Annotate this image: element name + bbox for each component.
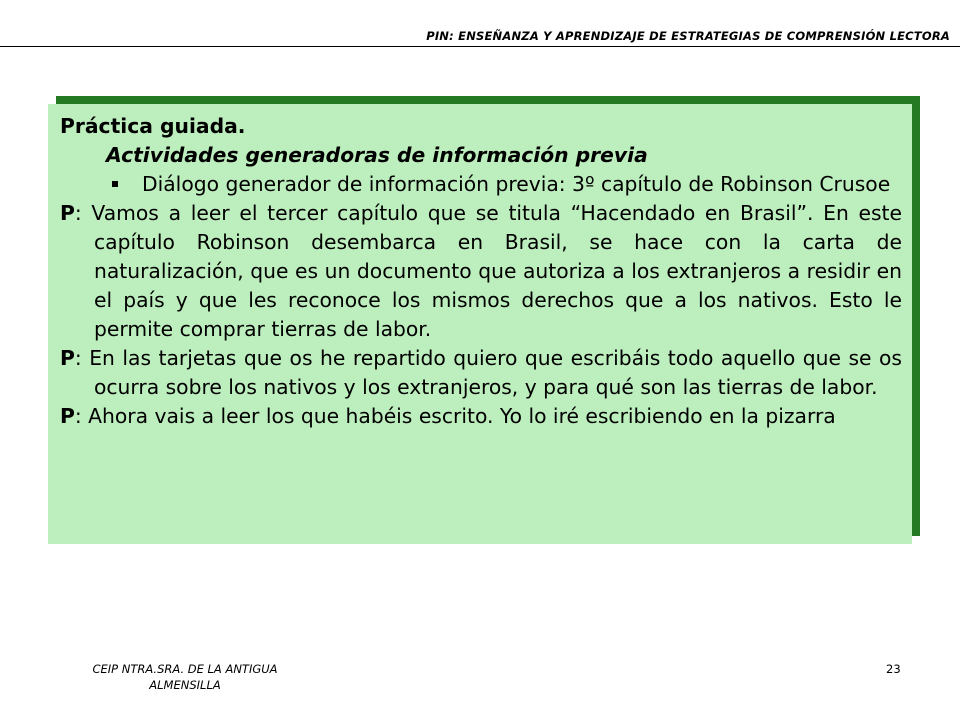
dialogue-paragraph-2	[60, 344, 902, 402]
bullet-item	[60, 170, 902, 199]
footer-school	[50, 661, 320, 693]
footer-school-line-1: CEIP NTRA.SRA. DE LA ANTIGUA	[92, 662, 278, 676]
speaker-label: P	[60, 346, 75, 370]
speaker-label: P	[60, 404, 75, 428]
content-box	[48, 104, 912, 544]
section-heading: Práctica guiada.	[60, 114, 246, 138]
dialogue-text: : Ahora vais a leer los que habéis escrito. Yo lo iré escribiendo en la pizarra	[74, 404, 836, 428]
dialogue-paragraph-1	[60, 199, 902, 344]
dialogue-paragraph-3	[60, 402, 902, 431]
footer-school-line-2: ALMENSILLA	[149, 678, 221, 692]
dialogue-text: : Vamos a leer el tercer capítulo que se titula “Hacendado en Brasil”. En este capítulo Robinson desembarca en Brasil, se hace con la carta de naturalización, que es un documento que autoriza a los extranjeros a residir en el país y que les reconoce los mismos derechos que a los nativos. Esto le permite comprar tierras de labor.	[74, 201, 902, 341]
header-divider	[0, 46, 960, 47]
section-subheading: Actividades generadoras de información previa	[106, 143, 648, 167]
page-number: 23	[886, 662, 901, 676]
dialogue-text: : En las tarjetas que os he repartido quiero que escribáis todo aquello que se os ocurra sobre los nativos y los extranjeros, y para qué son las tierras de labor.	[74, 346, 902, 399]
speaker-label: P	[60, 201, 75, 225]
bullet-text: Diálogo generador de información previa: 3º capítulo de Robinson Crusoe	[142, 172, 891, 196]
header-title: PIN: ENSEÑANZA Y APRENDIZAJE DE ESTRATEGIAS DE COMPRENSIÓN LECTORA	[426, 29, 950, 43]
square-bullet-icon	[112, 181, 118, 187]
